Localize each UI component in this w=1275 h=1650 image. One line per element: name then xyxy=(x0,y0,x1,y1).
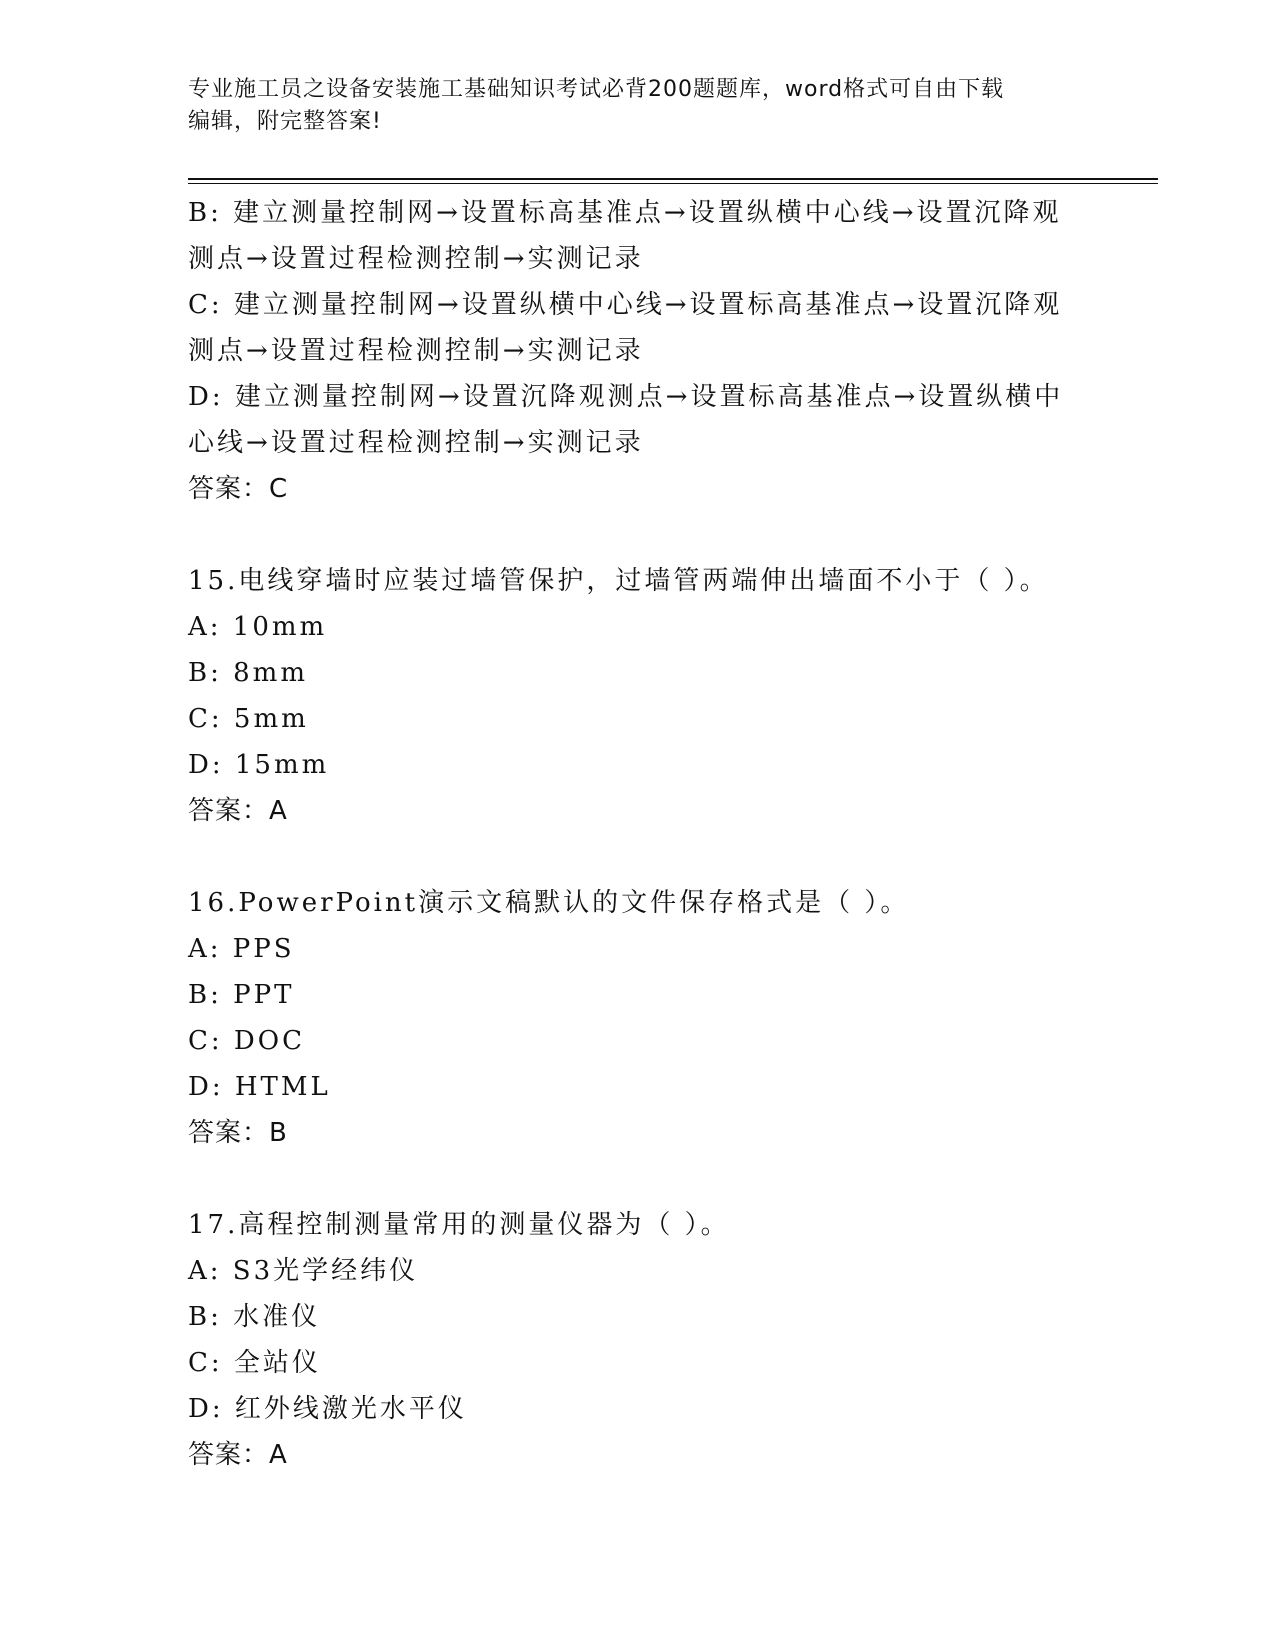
option-c: C: 全站仪 xyxy=(188,1348,321,1378)
option-b: B: PPT xyxy=(188,980,295,1010)
option-c: C: 5mm xyxy=(188,704,309,734)
option-a: A: PPS xyxy=(188,934,295,964)
page-header xyxy=(188,74,1088,138)
question-15 xyxy=(188,558,1088,834)
option-d-line-2: 心线→设置过程检测控制→实测记录 xyxy=(188,428,644,458)
option-d: D: 红外线激光水平仪 xyxy=(188,1394,467,1424)
option-c: C: DOC xyxy=(188,1026,305,1056)
answer: 答案：A xyxy=(188,796,288,826)
question-stem: 15.电线穿墙时应装过墙管保护，过墙管两端伸出墙面不小于（ ）。 xyxy=(188,566,1049,596)
option-c-line-1: C: 建立测量控制网→设置纵横中心线→设置标高基准点→设置沉降观 xyxy=(188,290,1063,320)
answer: 答案：B xyxy=(188,1118,288,1148)
question-17 xyxy=(188,1202,1088,1478)
question-16 xyxy=(188,880,1088,1156)
option-b: B: 8mm xyxy=(188,658,308,688)
question-14-continued xyxy=(188,190,1088,512)
option-c-line-2: 测点→设置过程检测控制→实测记录 xyxy=(188,336,644,366)
option-a: A: S3光学经纬仪 xyxy=(188,1256,419,1286)
question-stem: 16.PowerPoint演示文稿默认的文件保存格式是（ ）。 xyxy=(188,888,910,918)
document-body xyxy=(188,190,1088,1478)
option-d-line-1: D: 建立测量控制网→设置沉降观测点→设置标高基准点→设置纵横中 xyxy=(188,382,1064,412)
option-d: D: 15mm xyxy=(188,750,330,780)
option-b: B: 水准仪 xyxy=(188,1302,321,1332)
answer: 答案：A xyxy=(188,1440,288,1470)
header-rule-thick xyxy=(188,178,1158,180)
header-rule-thin xyxy=(188,183,1158,184)
answer-14: 答案：C xyxy=(188,474,289,504)
option-d: D: HTML xyxy=(188,1072,331,1102)
header-line-1: 专业施工员之设备安装施工基础知识考试必背200题题库，word格式可自由下载 xyxy=(188,77,1005,102)
header-line-2: 编辑，附完整答案! xyxy=(188,109,382,134)
option-b-line-2: 测点→设置过程检测控制→实测记录 xyxy=(188,244,644,274)
option-a: A: 10mm xyxy=(188,612,328,642)
option-b-line-1: B: 建立测量控制网→设置标高基准点→设置纵横中心线→设置沉降观 xyxy=(188,198,1062,228)
question-stem: 17.高程控制测量常用的测量仪器为（ ）。 xyxy=(188,1210,730,1240)
